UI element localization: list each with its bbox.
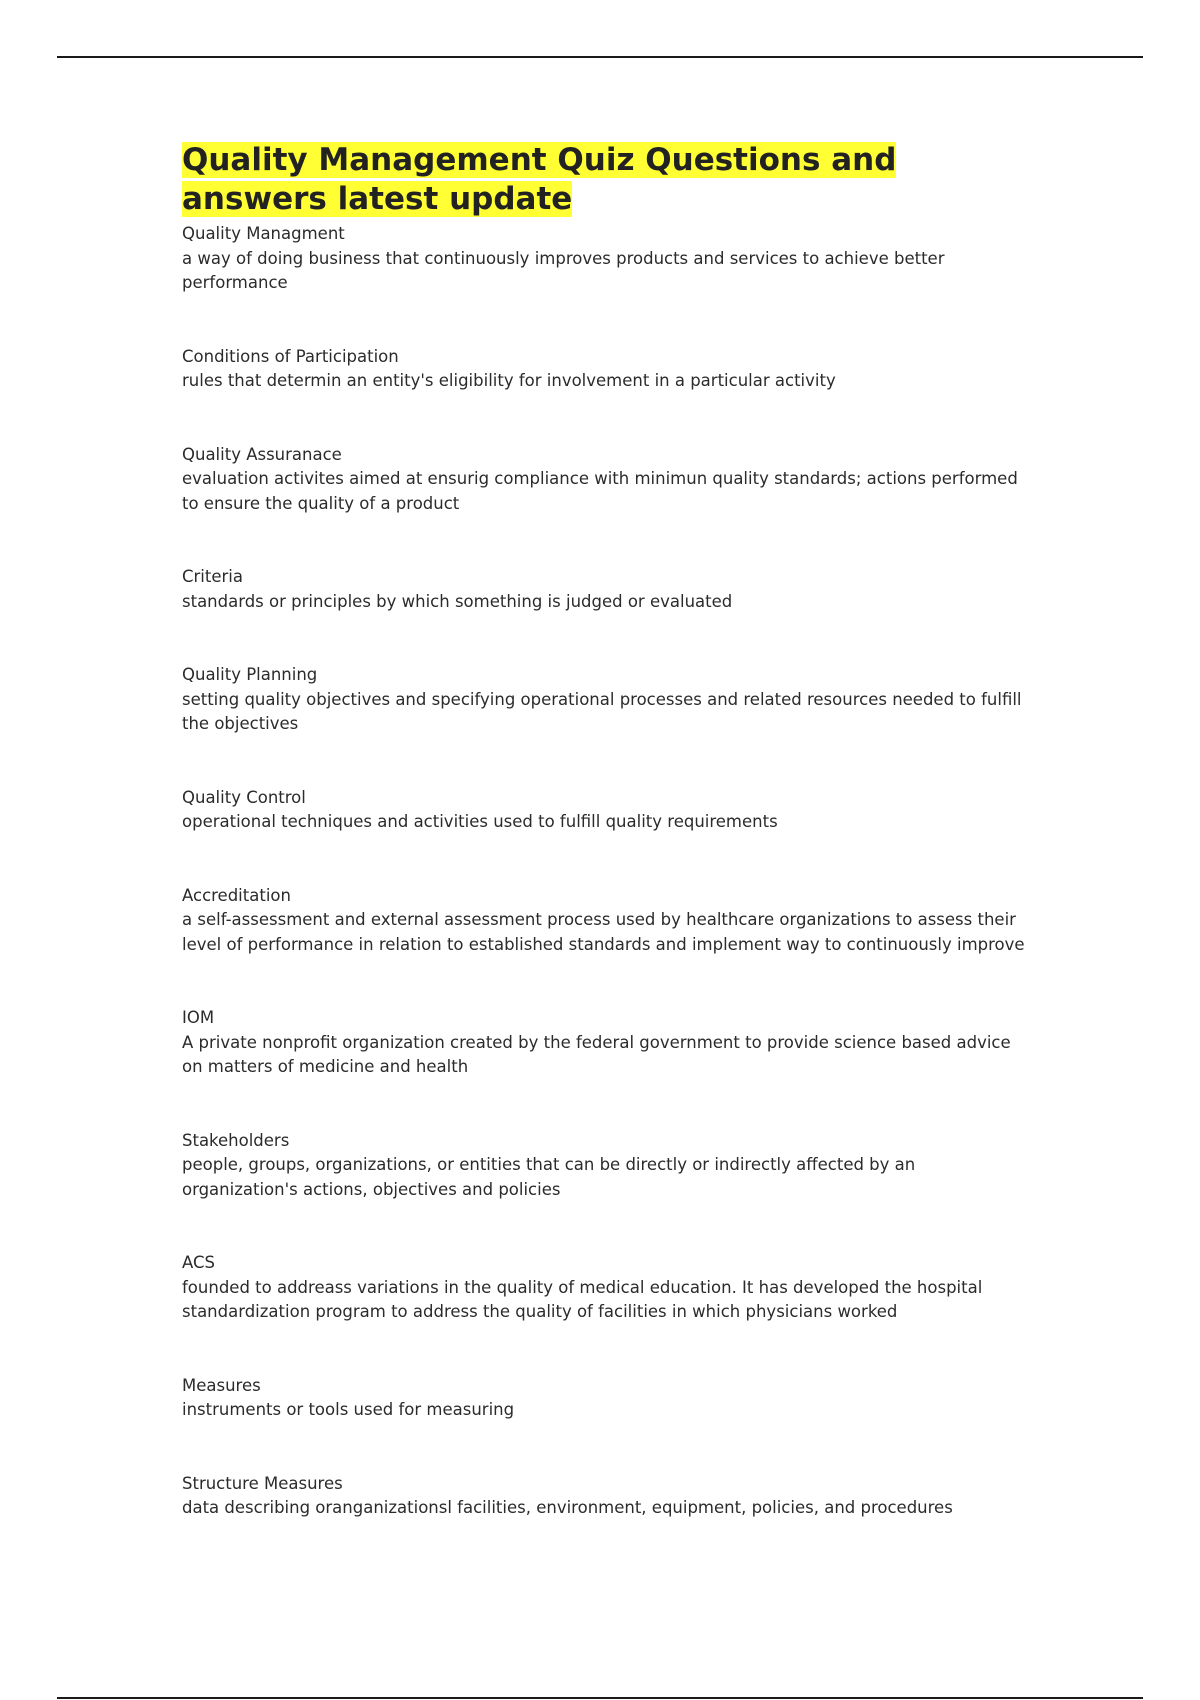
top-rule xyxy=(57,56,1143,58)
entry-term: Accreditation xyxy=(182,885,291,905)
document-title xyxy=(182,141,1032,219)
entry-term: Stakeholders xyxy=(182,1130,290,1150)
document-title-highlight: Quality Management Quiz Questions and answers latest update xyxy=(182,142,897,217)
entry-term: Quality Managment xyxy=(182,224,345,243)
entry xyxy=(182,1472,1032,1521)
entry-definition: data describing oranganizationsl facilities, environment, equipment, policies, and procedures xyxy=(182,1498,953,1517)
entry-definition: setting quality objectives and specifying operational processes and related resources needed to fulfill the objectives xyxy=(182,689,1022,733)
bottom-rule xyxy=(57,1697,1143,1699)
entry xyxy=(182,222,1032,296)
entry xyxy=(182,663,1032,737)
entry-definition: A private nonprofit organization created by the federal government to provide science based advice on matters of medicine and health xyxy=(182,1032,1011,1076)
entry xyxy=(182,443,1032,517)
entry-definition: a self-assessment and external assessment process used by healthcare organizations to assess their level of performance in relation to established standards and implement way to continuously improve xyxy=(182,910,1025,954)
entry-definition: evaluation activites aimed at ensurig compliance with minimun quality standards; actions performed to ensure the quality of a product xyxy=(182,469,1018,513)
entry xyxy=(182,884,1032,958)
entry-definition: people, groups, organizations, or entities that can be directly or indirectly affected by an organization's actions, objectives and policies xyxy=(182,1155,916,1199)
entry xyxy=(182,1374,1032,1423)
entry-definition: operational techniques and activities used to fulfill quality requirements xyxy=(182,812,778,831)
entry-term: ACS xyxy=(182,1253,215,1272)
entry xyxy=(182,1006,1032,1080)
entry xyxy=(182,1129,1032,1203)
entry-definition: standards or principles by which something is judged or evaluated xyxy=(182,591,733,611)
entry-term: IOM xyxy=(182,1008,215,1027)
entry-definition: founded to addreass variations in the quality of medical education. It has developed the hospital standardization program to address the quality of facilities in which physicians worked xyxy=(182,1277,983,1321)
entry-definition: a way of doing business that continuously improves products and services to achieve better performance xyxy=(182,248,945,292)
entry-term: Criteria xyxy=(182,567,243,586)
entry-term: Quality Assuranace xyxy=(182,444,342,464)
entry-term: Quality Control xyxy=(182,787,306,807)
entry-term: Conditions of Participation xyxy=(182,346,399,366)
entry xyxy=(182,786,1032,835)
entry xyxy=(182,345,1032,394)
entry xyxy=(182,565,1032,614)
document-body xyxy=(182,141,1032,1521)
entry-definition: rules that determin an entity's eligibility for involvement in a particular activity xyxy=(182,371,836,390)
entry xyxy=(182,1251,1032,1325)
entry-term: Structure Measures xyxy=(182,1473,343,1493)
entry-definition: instruments or tools used for measuring xyxy=(182,1400,515,1419)
entry-term: Measures xyxy=(182,1375,261,1395)
entry-term: Quality Planning xyxy=(182,665,318,684)
